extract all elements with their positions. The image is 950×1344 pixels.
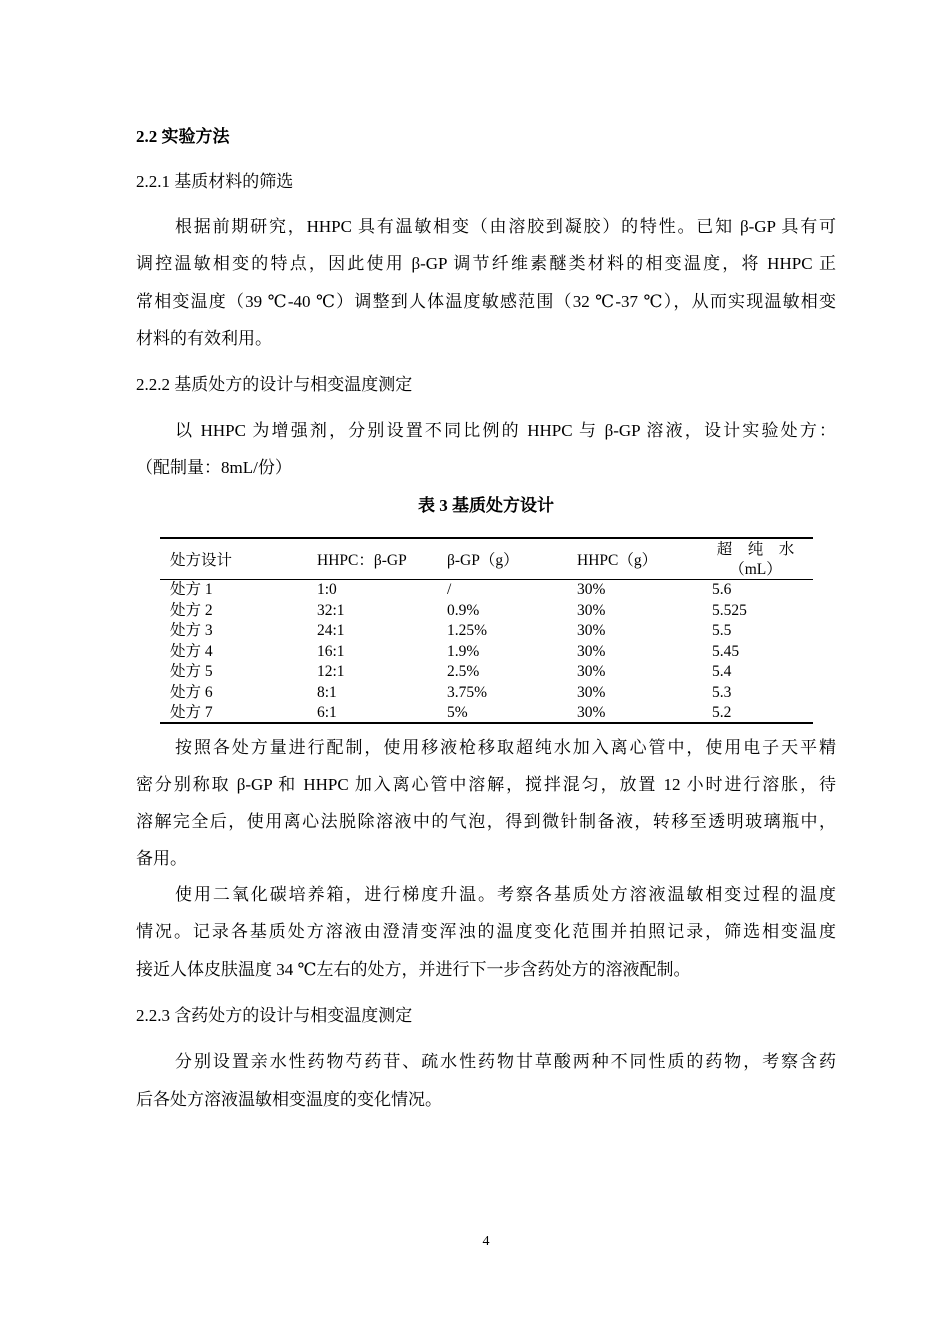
table-cell: 5.45 bbox=[712, 642, 740, 660]
table-cell: 处方 4 bbox=[170, 642, 213, 660]
page-number: 4 bbox=[482, 1234, 490, 1249]
paragraph-line: 根据前期研究，HHPC 具有温敏相变（由溶胶到凝胶）的特性。已知 β-GP 具有可 bbox=[175, 217, 836, 236]
paragraph-line: 按照各处方量进行配制，使用移液枪移取超纯水加入离心管中，使用电子天平精 bbox=[175, 738, 836, 757]
paragraph-line: 情况。记录各基质处方溶液由澄清变浑浊的温度变化范围并拍照记录，筛选相变温度 bbox=[136, 922, 836, 941]
table-cell: 1.25% bbox=[447, 622, 488, 639]
table-header: 超 纯 水 bbox=[716, 541, 795, 558]
paragraph-line: 后各处方溶液温敏相变温度的变化情况。 bbox=[136, 1090, 442, 1109]
table-cell: 24:1 bbox=[317, 622, 345, 639]
table-cell: 30% bbox=[577, 704, 606, 721]
table-cell: 30% bbox=[577, 581, 606, 598]
paragraph-line: 密分别称取 β-GP 和 HHPC 加入离心管中溶解，搅拌混匀，放置 12 小时进行溶胀，待 bbox=[136, 775, 836, 794]
table-header: HHPC（g） bbox=[577, 552, 658, 569]
paragraph-line: 备用。 bbox=[136, 849, 187, 868]
table-cell: 5.5 bbox=[712, 622, 732, 639]
paragraph-line: 以 HHPC 为增强剂，分别设置不同比例的 HHPC 与 β-GP 溶液，设计实验处方： bbox=[175, 421, 836, 440]
subsection-heading: 2.2.2 基质处方的设计与相变温度测定 bbox=[136, 375, 413, 394]
table-cell: 处方 3 bbox=[170, 622, 213, 639]
paragraph-line: 调控温敏相变的特点，因此使用 β-GP 调节纤维素醚类材料的相变温度，将 HHPC 正 bbox=[136, 254, 836, 273]
table-cell: 处方 2 bbox=[170, 601, 213, 619]
table-cell: 5.6 bbox=[712, 581, 732, 598]
table-header: 处方设计 bbox=[170, 552, 233, 569]
table-cell: 1.9% bbox=[447, 642, 480, 660]
table-cell: 6:1 bbox=[317, 704, 337, 721]
subsection-heading: 2.2.1 基质材料的筛选 bbox=[136, 172, 294, 191]
table-cell: 12:1 bbox=[317, 663, 345, 680]
table-cell: 处方 6 bbox=[170, 683, 213, 701]
subsection-heading: 2.2.3 含药处方的设计与相变温度测定 bbox=[136, 1006, 413, 1025]
table-cell: / bbox=[447, 581, 452, 598]
paragraph-line: （配制量：8mL/份） bbox=[136, 458, 292, 477]
table-bottom-rule bbox=[160, 722, 813, 724]
paragraph-line: 常相变温度（39 ℃-40 ℃）调整到人体温度敏感范围（32 ℃-37 ℃），从而实现温敏相变 bbox=[136, 292, 836, 311]
table-caption: 表 3 基质处方设计 bbox=[418, 496, 554, 515]
paragraph-line: 分别设置亲水性药物芍药苷、疏水性药物甘草酸两种不同性质的药物，考察含药 bbox=[175, 1052, 836, 1071]
table-cell: 30% bbox=[577, 622, 606, 639]
table-cell: 2.5% bbox=[447, 663, 480, 680]
paragraph-line: 使用二氧化碳培养箱，进行梯度升温。考察各基质处方溶液温敏相变过程的温度 bbox=[175, 885, 836, 904]
table-cell: 32:1 bbox=[317, 601, 345, 619]
table-cell: 5% bbox=[447, 704, 468, 721]
table-cell: 3.75% bbox=[447, 683, 488, 701]
table-cell: 30% bbox=[577, 601, 606, 619]
table-cell: 5.2 bbox=[712, 704, 732, 721]
table-cell: 5.3 bbox=[712, 683, 732, 701]
table-header: HHPC：β-GP bbox=[317, 552, 407, 569]
table-cell: 16:1 bbox=[317, 642, 345, 660]
table-cell: 8:1 bbox=[317, 683, 337, 701]
paragraph-line: 接近人体皮肤温度 34 ℃左右的处方，并进行下一步含药处方的溶液配制。 bbox=[136, 960, 691, 979]
paragraph-line: 材料的有效利用。 bbox=[136, 329, 272, 348]
table-header: β-GP（g） bbox=[447, 552, 519, 569]
table-cell: 0.9% bbox=[447, 601, 480, 619]
table-cell: 处方 1 bbox=[170, 581, 213, 598]
table-cell: 30% bbox=[577, 663, 606, 680]
table-header-unit: （mL） bbox=[729, 561, 782, 578]
table-cell: 5.525 bbox=[712, 601, 747, 619]
section-heading: 2.2 实验方法 bbox=[136, 127, 230, 146]
table-cell: 30% bbox=[577, 642, 606, 660]
table-header-rule bbox=[160, 579, 813, 580]
table-cell: 处方 5 bbox=[170, 663, 213, 680]
paragraph-line: 溶解完全后，使用离心法脱除溶液中的气泡，得到微针制备液，转移至透明玻璃瓶中， bbox=[136, 812, 836, 831]
table-cell: 处方 7 bbox=[170, 704, 213, 721]
table-cell: 1:0 bbox=[317, 581, 337, 598]
table-cell: 30% bbox=[577, 683, 606, 701]
table-top-rule bbox=[160, 537, 813, 539]
table-cell: 5.4 bbox=[712, 663, 732, 680]
